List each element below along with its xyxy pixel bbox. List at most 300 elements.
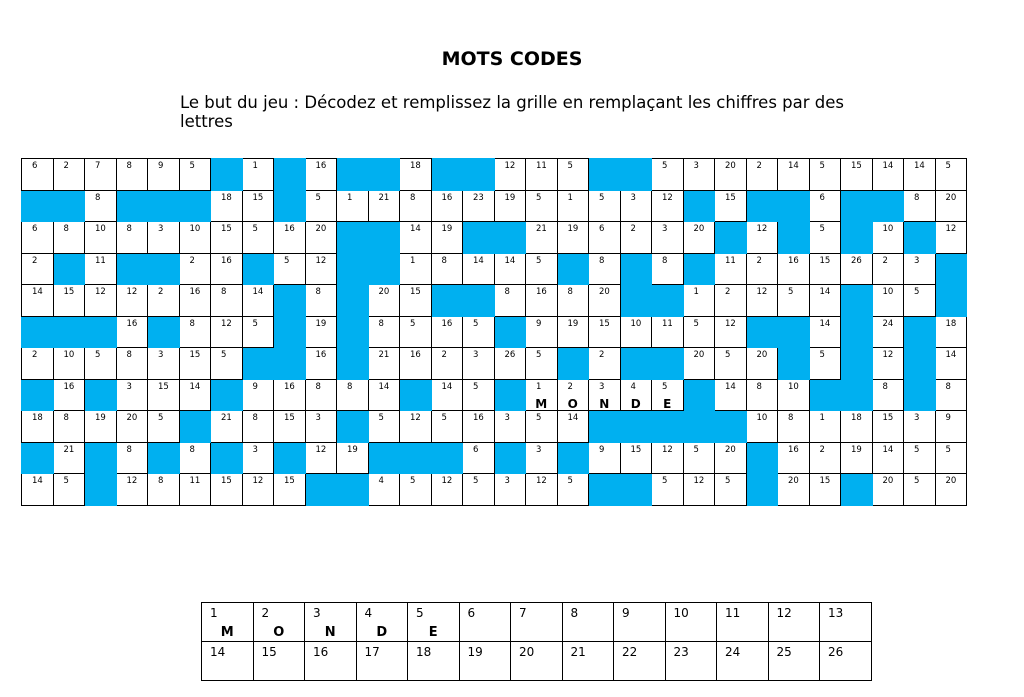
grid-cell[interactable]: [305, 222, 337, 254]
grid-cell[interactable]: [368, 285, 400, 317]
grid-cell[interactable]: [494, 411, 526, 443]
grid-cell[interactable]: [589, 285, 621, 317]
grid-cell[interactable]: [116, 411, 148, 443]
grid-cell[interactable]: [368, 348, 400, 380]
cell-number: 2: [32, 255, 38, 266]
grid-cell[interactable]: [652, 442, 684, 474]
grid-cell[interactable]: [809, 474, 841, 506]
grid-cell[interactable]: [368, 379, 400, 411]
grid-cell[interactable]: [368, 316, 400, 348]
grid-cell[interactable]: [494, 159, 526, 191]
cell-number: 19: [315, 318, 327, 329]
key-cell[interactable]: [562, 603, 614, 642]
grid-cell[interactable]: [400, 474, 432, 506]
black-cell: [746, 474, 778, 506]
grid-cell[interactable]: [872, 285, 904, 317]
grid-cell[interactable]: [526, 379, 558, 411]
grid-cell[interactable]: [841, 159, 873, 191]
grid-cell[interactable]: [400, 411, 432, 443]
cell-number: 15: [221, 224, 232, 234]
grid-cell[interactable]: [526, 442, 558, 474]
cell-number: 14: [252, 287, 264, 297]
grid-row: [22, 442, 967, 474]
key-cell[interactable]: [717, 603, 769, 642]
grid-cell[interactable]: [22, 348, 54, 380]
grid-cell[interactable]: [53, 379, 85, 411]
grid-cell[interactable]: [22, 159, 54, 191]
grid-cell[interactable]: [179, 442, 211, 474]
grid-cell[interactable]: [683, 442, 715, 474]
grid-cell[interactable]: [557, 411, 589, 443]
grid-cell[interactable]: [841, 253, 873, 285]
grid-cell[interactable]: [904, 285, 936, 317]
grid-cell[interactable]: [85, 190, 117, 222]
key-cell[interactable]: [202, 642, 254, 681]
grid-cell[interactable]: [400, 285, 432, 317]
key-cell[interactable]: [356, 642, 408, 681]
grid-cell[interactable]: [400, 159, 432, 191]
grid-cell[interactable]: [242, 442, 274, 474]
black-cell: [841, 222, 873, 254]
grid-cell[interactable]: [211, 474, 243, 506]
grid-cell[interactable]: [22, 285, 54, 317]
grid-cell[interactable]: [148, 411, 180, 443]
grid-cell[interactable]: [431, 253, 463, 285]
grid-cell[interactable]: [431, 474, 463, 506]
key-cell[interactable]: [511, 642, 563, 681]
grid-cell[interactable]: [305, 285, 337, 317]
grid-cell[interactable]: [116, 379, 148, 411]
grid-cell[interactable]: [809, 285, 841, 317]
grid-cell[interactable]: [211, 411, 243, 443]
grid-cell[interactable]: [809, 159, 841, 191]
key-cell[interactable]: [768, 642, 820, 681]
grid-cell[interactable]: [778, 379, 810, 411]
grid-cell[interactable]: [557, 190, 589, 222]
grid-cell[interactable]: [431, 222, 463, 254]
grid-cell[interactable]: [85, 222, 117, 254]
grid-cell[interactable]: [463, 411, 495, 443]
grid-cell[interactable]: [652, 159, 684, 191]
black-cell: [463, 222, 495, 254]
grid-cell[interactable]: [85, 253, 117, 285]
grid-cell[interactable]: [274, 222, 306, 254]
cell-number: 14: [504, 255, 516, 266]
grid-cell[interactable]: [274, 379, 306, 411]
grid-cell[interactable]: [242, 474, 274, 506]
black-cell: [116, 190, 148, 222]
grid-cell[interactable]: [809, 222, 841, 254]
grid-cell[interactable]: [683, 159, 715, 191]
grid-cell[interactable]: [148, 222, 180, 254]
cell-number: 12: [126, 287, 138, 297]
grid-cell[interactable]: [620, 379, 652, 411]
grid-cell[interactable]: [400, 190, 432, 222]
grid-cell[interactable]: [494, 474, 526, 506]
grid-cell[interactable]: [463, 442, 495, 474]
grid-cell[interactable]: [809, 190, 841, 222]
grid-cell[interactable]: [872, 222, 904, 254]
grid-cell[interactable]: [589, 379, 621, 411]
grid-cell[interactable]: [337, 442, 369, 474]
cell-number: 19: [851, 444, 862, 455]
grid-cell[interactable]: [715, 442, 747, 474]
key-cell[interactable]: [665, 603, 717, 642]
grid-cell[interactable]: [116, 348, 148, 380]
grid-cell[interactable]: [935, 442, 967, 474]
grid-cell[interactable]: [368, 474, 400, 506]
grid-cell[interactable]: [148, 474, 180, 506]
grid-cell[interactable]: [652, 190, 684, 222]
grid-cell[interactable]: [935, 316, 967, 348]
key-cell[interactable]: [511, 603, 563, 642]
grid-cell[interactable]: [715, 159, 747, 191]
grid-cell[interactable]: [242, 379, 274, 411]
grid-cell[interactable]: [715, 253, 747, 285]
grid-cell[interactable]: [211, 348, 243, 380]
grid-cell[interactable]: [53, 411, 85, 443]
grid-cell[interactable]: [683, 474, 715, 506]
grid-cell[interactable]: [463, 474, 495, 506]
grid-cell[interactable]: [211, 285, 243, 317]
key-cell[interactable]: [356, 603, 408, 642]
grid-cell[interactable]: [557, 159, 589, 191]
grid-cell[interactable]: [148, 159, 180, 191]
grid-cell[interactable]: [211, 253, 243, 285]
black-cell: [778, 190, 810, 222]
key-number: 13: [828, 606, 844, 620]
grid-cell[interactable]: [557, 222, 589, 254]
grid-cell[interactable]: [589, 190, 621, 222]
grid-cell[interactable]: [652, 316, 684, 348]
grid-cell[interactable]: [715, 190, 747, 222]
grid-cell[interactable]: [53, 474, 85, 506]
grid-cell[interactable]: [652, 474, 684, 506]
grid-cell[interactable]: [431, 379, 463, 411]
grid-cell[interactable]: [337, 379, 369, 411]
grid-cell[interactable]: [935, 474, 967, 506]
grid-cell[interactable]: [872, 253, 904, 285]
grid-cell[interactable]: [274, 474, 306, 506]
black-cell: [557, 348, 589, 380]
grid-cell[interactable]: [872, 159, 904, 191]
grid-cell[interactable]: [242, 190, 274, 222]
key-cell[interactable]: [202, 603, 254, 642]
key-row: [202, 603, 872, 642]
cell-number: 5: [536, 255, 542, 266]
key-number: 2: [261, 606, 270, 620]
key-cell[interactable]: [459, 642, 511, 681]
grid-cell[interactable]: [715, 474, 747, 506]
grid-cell[interactable]: [53, 285, 85, 317]
grid-cell[interactable]: [85, 348, 117, 380]
grid-cell[interactable]: [778, 442, 810, 474]
cell-number: 20: [693, 350, 705, 360]
grid-cell[interactable]: [242, 411, 274, 443]
key-cell[interactable]: [665, 642, 717, 681]
grid-cell[interactable]: [872, 411, 904, 443]
grid-cell[interactable]: [935, 411, 967, 443]
grid-cell[interactable]: [872, 348, 904, 380]
grid-cell[interactable]: [305, 159, 337, 191]
grid-cell[interactable]: [652, 379, 684, 411]
black-cell: [904, 222, 936, 254]
grid-cell[interactable]: [53, 222, 85, 254]
grid-cell[interactable]: [179, 222, 211, 254]
grid-cell[interactable]: [778, 253, 810, 285]
cell-number: 18: [851, 413, 862, 423]
grid-cell[interactable]: [935, 348, 967, 380]
grid-cell[interactable]: [841, 442, 873, 474]
grid-cell[interactable]: [305, 411, 337, 443]
grid-cell[interactable]: [557, 285, 589, 317]
cell-number: 2: [725, 287, 731, 297]
grid-cell[interactable]: [400, 253, 432, 285]
grid-cell[interactable]: [904, 474, 936, 506]
grid-cell[interactable]: [242, 159, 274, 191]
grid-cell[interactable]: [620, 442, 652, 474]
cell-number: 16: [284, 224, 295, 234]
grid-cell[interactable]: [179, 285, 211, 317]
grid-cell[interactable]: [746, 285, 778, 317]
key-cell[interactable]: [408, 642, 460, 681]
grid-cell[interactable]: [494, 190, 526, 222]
grid-cell[interactable]: [778, 474, 810, 506]
grid-cell[interactable]: [400, 316, 432, 348]
grid-cell[interactable]: [683, 285, 715, 317]
grid-cell[interactable]: [211, 222, 243, 254]
grid-cell[interactable]: [116, 442, 148, 474]
grid-cell[interactable]: [746, 222, 778, 254]
cell-number: 2: [189, 255, 195, 266]
grid-cell[interactable]: [557, 379, 589, 411]
grid-cell[interactable]: [872, 442, 904, 474]
cell-number: 5: [914, 287, 920, 297]
grid-cell[interactable]: [809, 316, 841, 348]
grid-cell[interactable]: [148, 285, 180, 317]
grid-cell[interactable]: [589, 253, 621, 285]
grid-cell[interactable]: [305, 190, 337, 222]
grid-cell[interactable]: [809, 411, 841, 443]
grid-cell[interactable]: [715, 285, 747, 317]
grid-cell[interactable]: [211, 190, 243, 222]
grid-cell[interactable]: [179, 474, 211, 506]
grid-cell[interactable]: [179, 348, 211, 380]
grid-cell[interactable]: [242, 316, 274, 348]
grid-cell[interactable]: [872, 316, 904, 348]
grid-cell[interactable]: [85, 411, 117, 443]
grid-cell[interactable]: [305, 348, 337, 380]
grid-cell[interactable]: [179, 316, 211, 348]
grid-cell[interactable]: [935, 190, 967, 222]
grid-cell[interactable]: [526, 159, 558, 191]
grid-cell[interactable]: [746, 411, 778, 443]
cell-number: 14: [32, 476, 43, 486]
grid-cell[interactable]: [557, 316, 589, 348]
grid-cell[interactable]: [715, 379, 747, 411]
grid-cell[interactable]: [274, 411, 306, 443]
grid-cell[interactable]: [683, 222, 715, 254]
key-cell[interactable]: [253, 642, 305, 681]
grid-cell[interactable]: [463, 379, 495, 411]
grid-cell[interactable]: [935, 379, 967, 411]
cell-number: 5: [536, 192, 542, 203]
grid-cell[interactable]: [116, 474, 148, 506]
grid-cell[interactable]: [148, 379, 180, 411]
key-cell[interactable]: [408, 603, 460, 642]
grid-cell[interactable]: [368, 190, 400, 222]
grid-cell[interactable]: [778, 159, 810, 191]
grid-cell[interactable]: [22, 253, 54, 285]
grid-cell[interactable]: [116, 316, 148, 348]
key-cell[interactable]: [614, 642, 666, 681]
grid-cell[interactable]: [116, 222, 148, 254]
grid-cell[interactable]: [179, 159, 211, 191]
grid-cell[interactable]: [400, 222, 432, 254]
grid-cell[interactable]: [809, 253, 841, 285]
grid-cell[interactable]: [116, 285, 148, 317]
black-cell: [872, 190, 904, 222]
grid-cell[interactable]: [778, 411, 810, 443]
grid-cell[interactable]: [431, 316, 463, 348]
grid-cell[interactable]: [526, 474, 558, 506]
cell-number: 8: [252, 413, 258, 423]
grid-cell[interactable]: [652, 222, 684, 254]
grid-cell[interactable]: [526, 348, 558, 380]
grid-cell[interactable]: [305, 253, 337, 285]
grid-cell[interactable]: [841, 411, 873, 443]
grid-cell[interactable]: [526, 253, 558, 285]
grid-cell[interactable]: [746, 253, 778, 285]
key-cell[interactable]: [614, 603, 666, 642]
grid-cell[interactable]: [715, 316, 747, 348]
grid-cell[interactable]: [305, 316, 337, 348]
cell-number: 5: [819, 350, 825, 360]
cell-number: 16: [441, 192, 453, 203]
grid-cell[interactable]: [746, 159, 778, 191]
grid-cell[interactable]: [904, 190, 936, 222]
grid-cell[interactable]: [589, 316, 621, 348]
cell-number: 8: [63, 413, 69, 423]
cell-number: 26: [851, 255, 862, 266]
grid-cell[interactable]: [526, 190, 558, 222]
grid-cell[interactable]: [337, 190, 369, 222]
grid-cell[interactable]: [494, 285, 526, 317]
grid-cell[interactable]: [22, 474, 54, 506]
grid-cell[interactable]: [179, 379, 211, 411]
key-cell[interactable]: [253, 603, 305, 642]
grid-cell[interactable]: [400, 348, 432, 380]
cell-number: 15: [284, 413, 295, 423]
grid-cell[interactable]: [53, 442, 85, 474]
grid-cell[interactable]: [431, 411, 463, 443]
grid-cell[interactable]: [274, 253, 306, 285]
grid-cell[interactable]: [526, 285, 558, 317]
grid-cell[interactable]: [683, 316, 715, 348]
grid-cell[interactable]: [589, 222, 621, 254]
grid-cell[interactable]: [778, 285, 810, 317]
grid-cell[interactable]: [463, 253, 495, 285]
grid-cell[interactable]: [494, 348, 526, 380]
grid-cell[interactable]: [494, 253, 526, 285]
grid-cell[interactable]: [904, 411, 936, 443]
key-cell[interactable]: [305, 603, 357, 642]
grid-cell[interactable]: [526, 316, 558, 348]
key-cell[interactable]: [820, 603, 872, 642]
grid-cell[interactable]: [935, 159, 967, 191]
grid-cell[interactable]: [526, 411, 558, 443]
grid-cell[interactable]: [463, 348, 495, 380]
grid-cell[interactable]: [872, 474, 904, 506]
grid-cell[interactable]: [368, 411, 400, 443]
grid-cell[interactable]: [904, 159, 936, 191]
grid-cell[interactable]: [809, 442, 841, 474]
key-cell[interactable]: [562, 642, 614, 681]
grid-cell[interactable]: [53, 348, 85, 380]
grid-cell[interactable]: [179, 253, 211, 285]
grid-cell[interactable]: [431, 190, 463, 222]
grid-cell[interactable]: [85, 285, 117, 317]
key-cell[interactable]: [459, 603, 511, 642]
grid-cell[interactable]: [589, 348, 621, 380]
grid-cell[interactable]: [872, 379, 904, 411]
grid-cell[interactable]: [431, 348, 463, 380]
grid-cell[interactable]: [148, 348, 180, 380]
grid-cell[interactable]: [242, 222, 274, 254]
grid-cell[interactable]: [211, 316, 243, 348]
grid-cell[interactable]: [904, 253, 936, 285]
grid-cell[interactable]: [620, 316, 652, 348]
grid-cell[interactable]: [116, 159, 148, 191]
grid-cell[interactable]: [242, 285, 274, 317]
grid-cell[interactable]: [463, 190, 495, 222]
cell-number: 15: [819, 255, 831, 266]
key-letter: D: [376, 625, 388, 640]
black-cell: [305, 474, 337, 506]
grid-cell[interactable]: [305, 379, 337, 411]
cell-number: 20: [378, 287, 390, 297]
cell-number: 8: [126, 350, 132, 360]
grid-cell[interactable]: [526, 222, 558, 254]
grid-cell[interactable]: [557, 474, 589, 506]
grid-cell[interactable]: [463, 316, 495, 348]
grid-cell[interactable]: [904, 442, 936, 474]
grid-cell[interactable]: [683, 348, 715, 380]
cell-number: 14: [441, 381, 453, 392]
grid-cell[interactable]: [305, 442, 337, 474]
grid-cell[interactable]: [589, 442, 621, 474]
key-cell[interactable]: [820, 642, 872, 681]
grid-cell[interactable]: [22, 222, 54, 254]
grid-cell[interactable]: [53, 159, 85, 191]
grid-cell[interactable]: [746, 379, 778, 411]
grid-cell[interactable]: [652, 253, 684, 285]
grid-cell[interactable]: [935, 222, 967, 254]
grid-cell[interactable]: [809, 348, 841, 380]
cell-number: 11: [189, 476, 201, 486]
grid-cell[interactable]: [620, 190, 652, 222]
grid-cell[interactable]: [620, 222, 652, 254]
key-cell[interactable]: [305, 642, 357, 681]
grid-cell[interactable]: [715, 348, 747, 380]
black-cell: [179, 411, 211, 443]
cell-number: 4: [630, 381, 636, 392]
key-cell[interactable]: [768, 603, 820, 642]
grid-cell[interactable]: [85, 159, 117, 191]
grid-cell[interactable]: [22, 411, 54, 443]
key-cell[interactable]: [717, 642, 769, 681]
grid-cell[interactable]: [746, 348, 778, 380]
